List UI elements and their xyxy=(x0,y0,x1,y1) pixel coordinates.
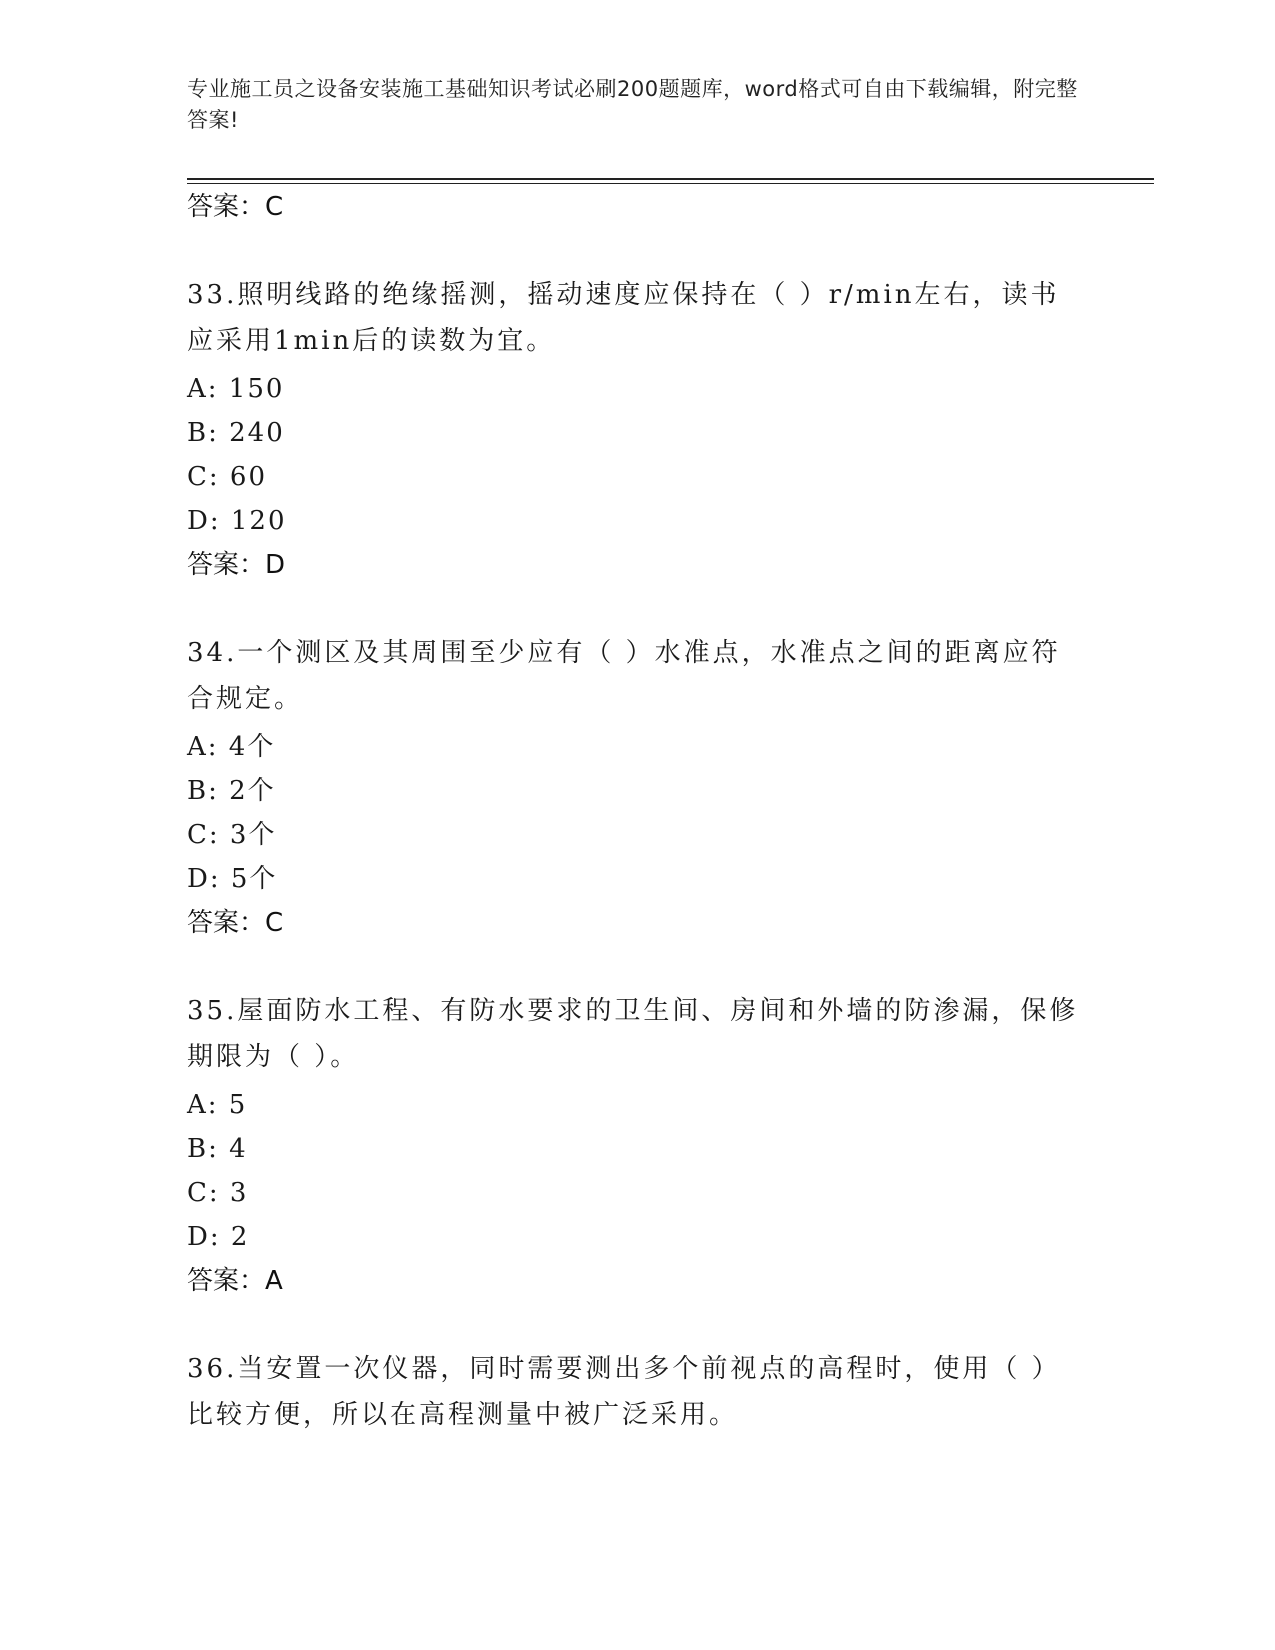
option-d: D: 120 xyxy=(187,506,287,536)
question-text: 36.当安置一次仪器，同时需要测出多个前视点的高程时，使用（ ）比较方便，所以在高程测量中被广泛采用。 xyxy=(187,1354,1061,1430)
option-c: C: 60 xyxy=(187,462,268,492)
question-text: 34.一个测区及其周围至少应有（ ）水准点，水准点之间的距离应符合规定。 xyxy=(187,638,1061,714)
answer-line: 答案：C xyxy=(187,192,284,222)
option-a: A: 5 xyxy=(187,1090,248,1120)
answer-line: 答案：D xyxy=(187,550,286,580)
option-c: C: 3 xyxy=(187,1178,249,1208)
document-header: 专业施工员之设备安装施工基础知识考试必刷200题题库，word格式可自由下载编辑，附完整答案! xyxy=(187,77,1078,132)
header-divider-thick xyxy=(187,178,1154,180)
option-b: B: 2个 xyxy=(187,776,276,806)
option-c: C: 3个 xyxy=(187,820,277,850)
option-b: B: 240 xyxy=(187,418,285,448)
option-a: A: 4个 xyxy=(187,732,276,762)
option-d: D: 5个 xyxy=(187,864,278,894)
answer-line: 答案：C xyxy=(187,908,284,938)
answer-line: 答案：A xyxy=(187,1266,283,1296)
question-text: 33.照明线路的绝缘摇测，摇动速度应保持在（ ）r/min左右，读书应采用1min后的读数为宜。 xyxy=(187,280,1060,356)
question-text: 35.屋面防水工程、有防水要求的卫生间、房间和外墙的防渗漏，保修期限为（ ）。 xyxy=(187,996,1079,1072)
header-divider-thin xyxy=(187,183,1154,184)
option-b: B: 4 xyxy=(187,1134,248,1164)
option-d: D: 2 xyxy=(187,1222,250,1252)
option-a: A: 150 xyxy=(187,374,285,404)
